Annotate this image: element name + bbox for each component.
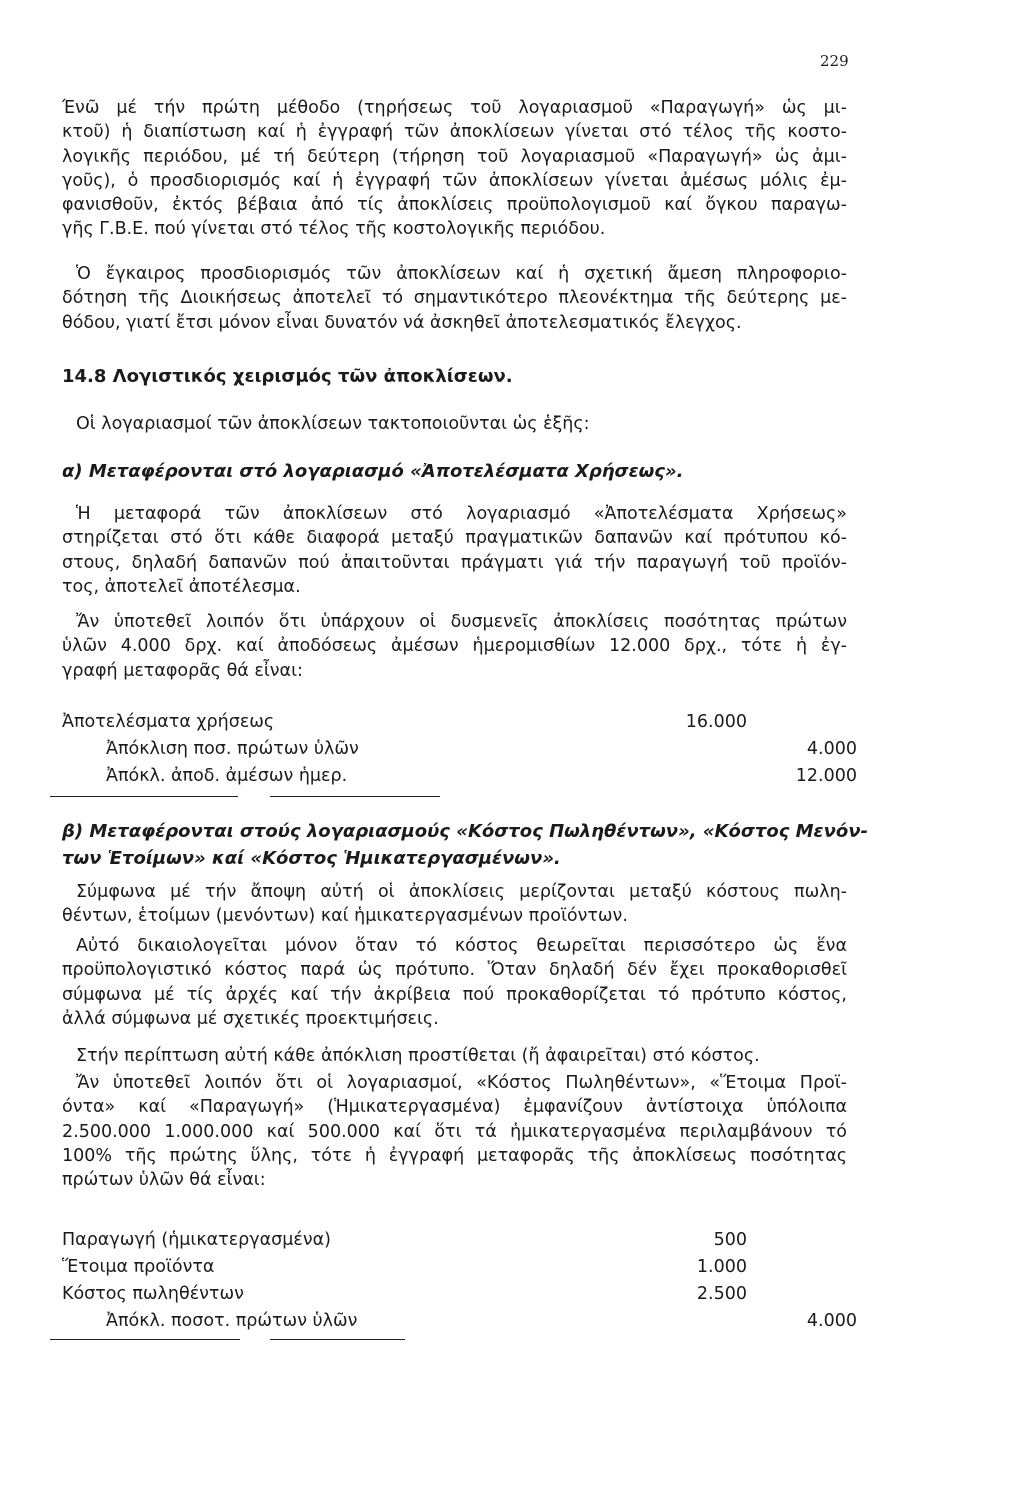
debit-amount: 1.000	[696, 1257, 747, 1277]
intro-paragraph	[62, 96, 847, 242]
entry-rule-left	[50, 1339, 240, 1340]
debit-amount: 500	[713, 1230, 747, 1250]
account-name: Ἕτοιμα προϊόντα	[62, 1257, 215, 1277]
journal-entry-line	[62, 1284, 857, 1310]
journal-entry-line	[62, 712, 857, 738]
paragraph-a-2	[62, 610, 847, 683]
text-line: ὑλῶν 4.000 δρχ. καί ἀποδόσεως ἀμέσων ἡμερομισθίων 12.000 δρχ., τότε ἡ ἐγ-	[62, 636, 847, 657]
text-line: σύμφωνα μέ τίς ἀρχές καί τήν ἀκρίβεια πού προκαθορίζεται τό πρότυπο κόστος,	[62, 984, 847, 1005]
entry-rule-left	[50, 796, 238, 797]
account-name: Ἀπόκλιση ποσ. πρώτων ὑλῶν	[106, 739, 359, 759]
credit-amount: 4.000	[806, 739, 857, 759]
text-line: Σύμφωνα μέ τήν ἄποψη αὐτή οἱ ἀποκλίσεις μερίζονται μεταξύ κόστους πωλη-	[76, 882, 847, 902]
text-line: ἀλλά σύμφωνα μέ σχετικές προεκτιμήσεις.	[62, 1008, 439, 1029]
text-line: γοῦς), ὁ προσδιορισμός καί ἡ ἐγγραφή τῶν ἀποκλίσεων γίνεται ἀμέσως μόλις ἐμ-	[62, 170, 847, 191]
section-intro	[62, 412, 847, 436]
journal-entry-line	[62, 1230, 857, 1256]
text-line: α) Μεταφέρονται στό λογαριασμό «Ἀποτελέσματα Χρήσεως».	[62, 461, 684, 482]
subheading-b	[62, 818, 868, 872]
text-line: 100% τῆς πρώτης ὕλης, τότε ἡ ἐγγραφή μεταφορᾶς τῆς ἀποκλίσεως ποσότητας	[62, 1145, 847, 1166]
text-line: 2.500.000 1.000.000 καί 500.000 καί ὅτι τά ἡμικατεργασμένα περιλαμβάνουν τό	[62, 1121, 847, 1142]
debit-amount: 16.000	[685, 712, 747, 732]
text-line: Ἄν ὑποτεθεῖ λοιπόν ὅτι ὑπάρχουν οἱ δυσμενεῖς ἀποκλίσεις ποσότητας πρώτων	[76, 612, 847, 632]
intro-paragraph-2	[62, 262, 847, 335]
subheading-a	[62, 458, 857, 485]
text-line: Ἄν ὑποτεθεῖ λοιπόν ὅτι οἱ λογαριασμοί, «Κόστος Πωληθέντων», «Ἕτοιμα Προϊ-	[76, 1073, 847, 1093]
account-name: Κόστος πωληθέντων	[62, 1284, 244, 1304]
account-name: Παραγωγή (ἡμικατεργασμένα)	[62, 1230, 332, 1250]
entry-rule-right	[270, 1339, 405, 1340]
paragraph-b-1	[62, 880, 847, 929]
text-line: Οἱ λογαριασμοί τῶν ἀποκλίσεων τακτοποιοῦνται ὡς ἑξῆς:	[76, 414, 590, 434]
text-line: προϋπολογιστικό κόστος παρά ὡς πρότυπο. Ὅταν δηλαδή δέν ἔχει προκαθορισθεῖ	[62, 960, 847, 981]
text-line: στους, δηλαδή δαπανῶν πού ἀπαιτοῦνται πράγματι γιά τήν παραγωγή τοῦ προϊόν-	[62, 552, 847, 573]
text-line: Αὐτό δικαιολογεῖται μόνον ὅταν τό κόστος θεωρεῖται περισσότερο ὡς ἕνα	[76, 936, 847, 956]
text-line: δότηση τῆς Διοικήσεως ἀποτελεῖ τό σημαντικότερο πλεονέκτημα τῆς δεύτερης με-	[62, 288, 847, 309]
text-line: θέντων, ἑτοίμων (μενόντων) καί ἡμικατεργασμένων προϊόντων.	[62, 906, 628, 927]
journal-entry-line	[62, 1311, 857, 1337]
text-line: κτοῦ) ἡ διαπίστωση καί ἡ ἐγγραφή τῶν ἀποκλίσεων γίνεται στό τέλος τῆς κοστο-	[62, 122, 847, 143]
account-name: Ἀποτελέσματα χρήσεως	[62, 712, 275, 732]
text-line: των Ἑτοίμων» καί «Κόστος Ἡμικατεργασμένων».	[62, 848, 561, 869]
text-line: γῆς Γ.Β.Ε. πού γίνεται στό τέλος τῆς κοστολογικῆς περιόδου.	[62, 219, 606, 240]
paragraph-b-3	[62, 1044, 847, 1068]
journal-entry-line	[62, 739, 857, 765]
text-line: Ἡ μεταφορά τῶν ἀποκλίσεων στό λογαριασμό «Ἀποτελέσματα Χρήσεως»	[76, 504, 847, 524]
section-heading: 14.8 Λογιστικός χειρισμός τῶν ἀποκλίσεων.	[62, 366, 513, 387]
paragraph-b-2	[62, 934, 847, 1031]
text-line: πρώτων ὑλῶν θά εἶναι:	[62, 1170, 266, 1191]
paragraph-b-4	[62, 1071, 847, 1192]
text-line: λογικῆς περιόδου, μέ τή δεύτερη (τήρηση τοῦ λογαριασμοῦ «Παραγωγή» ὡς ἀμι-	[62, 146, 847, 167]
entry-rule-right	[270, 796, 440, 797]
text-line: φανισθοῦν, ἐκτός βέβαια ἀπό τίς ἀποκλίσεις προϋπολογισμοῦ καί ὄγκου παραγω-	[62, 195, 847, 216]
journal-entry-line	[62, 1257, 857, 1283]
text-line: Ὁ ἔγκαιρος προσδιορισμός τῶν ἀποκλίσεων καί ἡ σχετική ἄμεση πληροφοριο-	[76, 264, 847, 284]
text-line: β) Μεταφέρονται στούς λογαριασμούς «Κόστος Πωληθέντων», «Κόστος Μενόν-	[62, 821, 868, 842]
account-name: Ἀπόκλ. ἀποδ. ἀμέσων ἡμερ.	[106, 766, 348, 786]
text-line: όντα» καί «Παραγωγή» (Ἡμικατεργασμένα) ἐμφανίζουν ἀντίστοιχα ὑπόλοιπα	[62, 1097, 847, 1118]
text-line: Στήν περίπτωση αὐτή κάθε ἀπόκλιση προστίθεται (ἤ ἀφαιρεῖται) στό κόστος.	[76, 1046, 760, 1066]
credit-amount: 4.000	[806, 1311, 857, 1331]
debit-amount: 2.500	[696, 1284, 747, 1304]
journal-entry-line	[62, 766, 857, 792]
text-line: τος, ἀποτελεῖ ἀποτέλεσμα.	[62, 576, 301, 597]
credit-amount: 12.000	[795, 766, 857, 786]
page-number: 229	[820, 52, 849, 70]
text-line: γραφή μεταφορᾶς θά εἶναι:	[62, 660, 303, 681]
paragraph-a-1	[62, 502, 847, 599]
text-line: θόδου, γιατί ἔτσι μόνον εἶναι δυνατόν νά ἀσκηθεῖ ἀποτελεσματικός ἔλεγχος.	[62, 312, 742, 333]
text-line: στηρίζεται στό ὅτι κάθε διαφορά μεταξύ πραγματικῶν δαπανῶν καί πρότυπου κό-	[62, 528, 847, 549]
account-name: Ἀπόκλ. ποσοτ. πρώτων ὑλῶν	[106, 1311, 358, 1331]
text-line: Ένῶ μέ τήν πρώτη μέθοδο (τηρήσεως τοῦ λογαριασμοῦ «Παραγωγή» ὡς μι-	[62, 98, 847, 118]
